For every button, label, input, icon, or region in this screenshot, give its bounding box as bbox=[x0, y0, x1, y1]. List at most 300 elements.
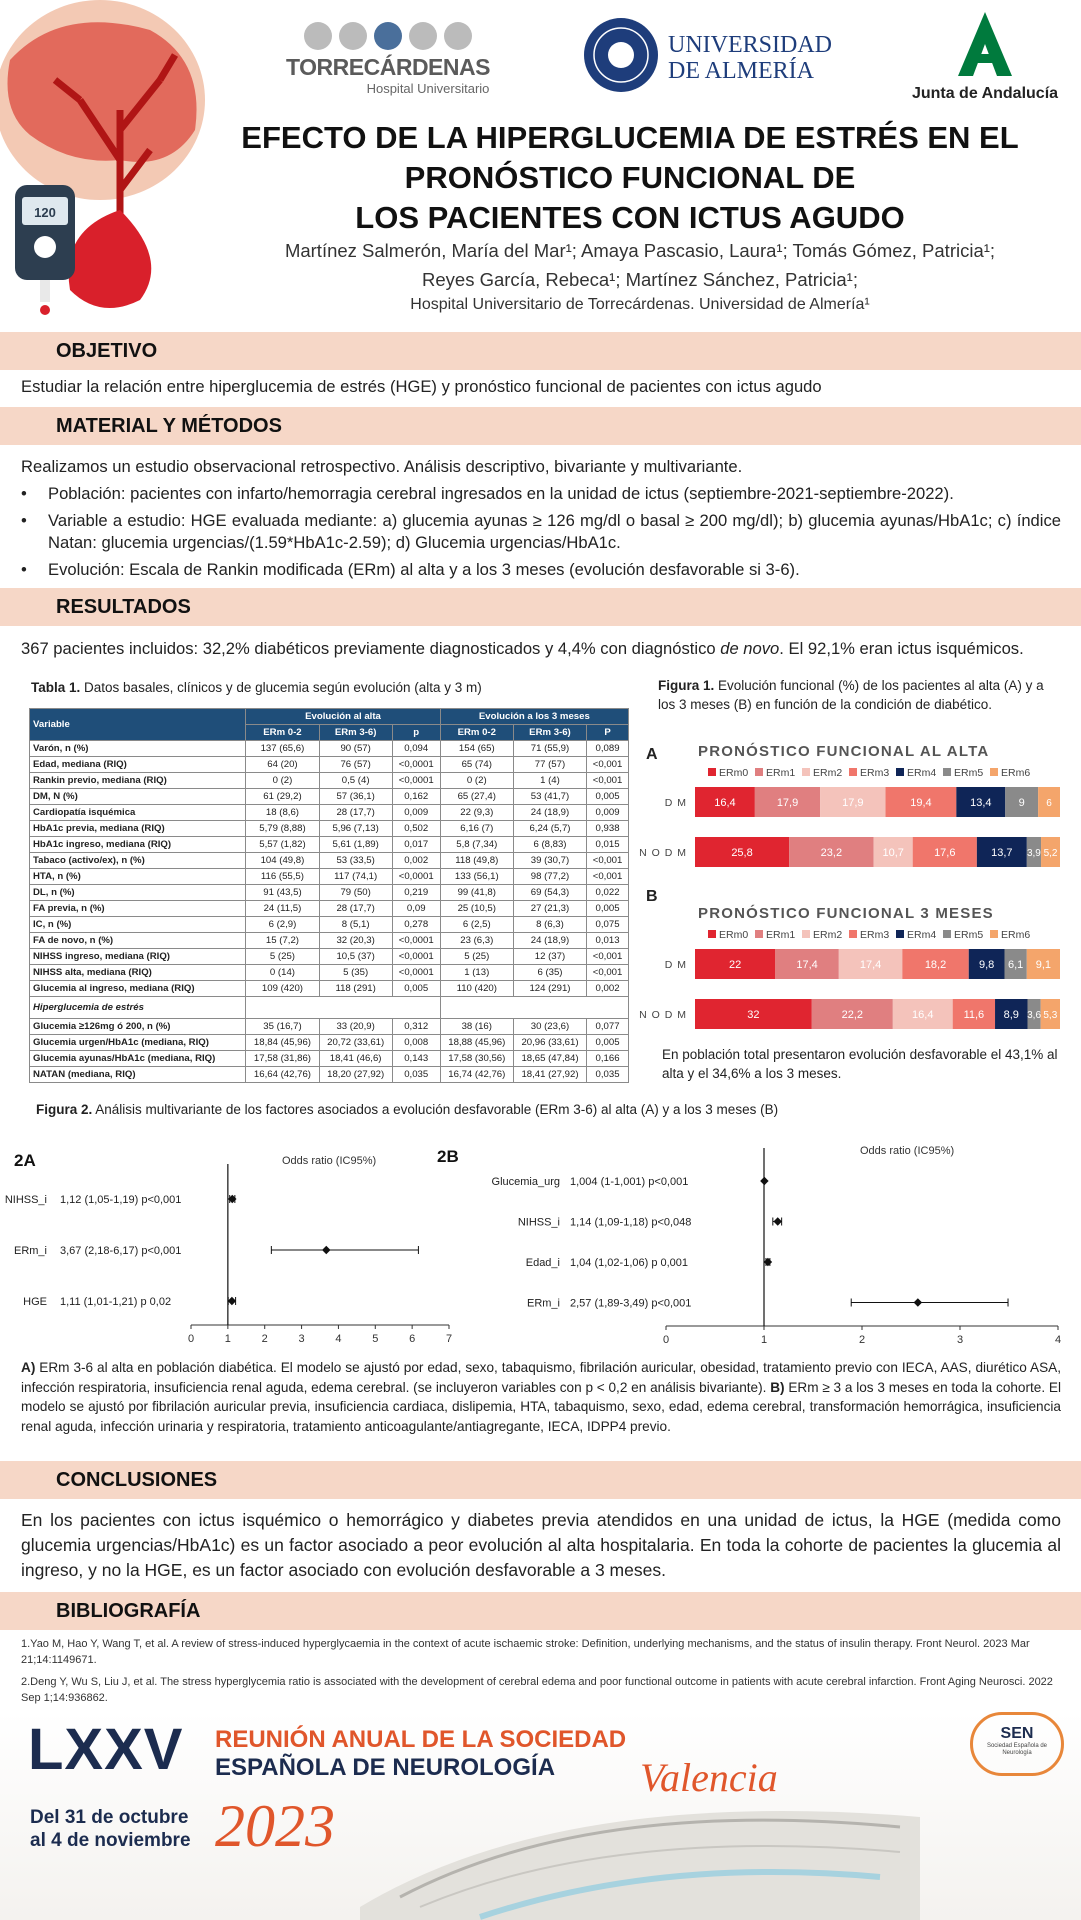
table-cell: 12 (37) bbox=[513, 949, 586, 965]
x-tick-label: 2 bbox=[261, 1333, 268, 1345]
table-cell: 0,09 bbox=[392, 901, 440, 917]
table-cell: 6 (35) bbox=[513, 965, 586, 981]
x-tick-label: 3 bbox=[956, 1334, 964, 1346]
table1-subheader: p bbox=[392, 725, 440, 741]
table-cell: 0,938 bbox=[587, 821, 629, 837]
figure2-caption: Figura 2. Análisis multivariante de los factores asociados a evolución desfavorable (ERm 3-6) al alta (A) y a los 3 meses (B) bbox=[36, 1102, 779, 1117]
brain-glucometer-illustration bbox=[0, 0, 230, 320]
figure1-chart-alta bbox=[639, 732, 1070, 872]
table1: Variable Evolución al alta Evolución a los 3 meses ERm 0-2 ERm 3-6) p ERm 0-2 ERm 3-6) P Varón, n (%) 137 (65,6) 90 (57) 0,094 154 (65) 71 (55,9) 0,089 Edad, mediana (RIQ) 64 (20) 76 (57) <0,0001 65 (74) 77 (57) <0,001 Rankin previo, mediana (RIQ) 0 (2) 0,5 (4) <0,0001 0 (2) 1 (4) <0,001 DM, N (%) 61 (29,2) 57 (36,1) 0,162 65 (27,4) 53 (41,7) 0,005 Cardiopatía isquémica 18 (8,6) 28 (17,7) 0,009 22 (9,3) 24 (18,9) 0,009 HbA1c previa, mediana (RIQ) 5,79 (8,88) 5,96 (7,13) 0,502 6,16 (7) 6,24 (5,7) 0,938 HbA1c ingreso, mediana (RIQ) 5,57 (1,82) 5,61 (1,89) 0,017 5,8 (7,34) 6 (8,83) 0,015 Tabaco (activo/ex), n (%) 104 (49,8) 53 (33,5) 0,002 118 (49,8) 39 (30,7) <0,001 HTA, n (%) 116 (55,5) 117 (74,1) <0,0001 133 (56,1) 98 (77,2) <0,001 DL, n (%) 91 (43,5) 79 (50) 0,219 99 (41,8) 69 (54,3) 0,022 FA previa, n (%) 24 (11,5) 28 (17,7) 0,09 25 (10,5) 27 (21,3) 0,005 IC, n (%) 6 (2,9) 8 (5,1) 0,278 6 (2,5) 8 (6,3) 0,075 FA de novo, n (%) 15 (7,2) 32 (20,3) <0,0001 23 (6,3) 24 (18,9) 0,013 NIHSS ingreso, mediana (RIQ) 5 (25) 10,5 (37) <0,0001 5 (25) 12 (37) <0,001 NIHSS alta, mediana (RIQ) 0 (14) 5 (35) <0,0001 1 (13) 6 (35) <0,001 Glucemia al ingreso, mediana (RIQ) 109 (420) 118 (291) 0,005 110 (420) 124 (291) 0,002 Hiperglucemia de estrés Glucemia ≥126mg ó 200, n (%) 35 (16,7) 33 (20,9) 0,312 38 (16) 30 (23,6) 0,077 Glucemia urgen/HbA1c (mediana, RIQ) 18,84 (45,96) 20,72 (33,61) 0,008 18,88 (45,96) 20,96 (33,61) 0,005 Glucemia ayunas/HbA1c (mediana, RIQ) 17,58 (31,86) 18,41 (46,6) 0,143 17,58 (30,56) 18,65 (47,84) 0,166 NATAN (mediana, RIQ) 16,64 (42,76) 18,20 (27,92) 0,035 16,74 (42,76) 18,41 (27,92) 0,035 bbox=[29, 708, 629, 1083]
table-cell: 53 (41,7) bbox=[513, 789, 586, 805]
objetivo-header: OBJETIVO bbox=[0, 332, 1081, 370]
bar-data-label: 3,9 bbox=[1026, 848, 1041, 859]
authors: Martínez Salmerón, María del Mar¹; Amaya Pascasio, Laura¹; Tomás Gómez, Patricia¹; Reyes García, Rebeca¹; Martínez Sánchez, Patricia¹; bbox=[284, 240, 996, 290]
table-cell: 117 (74,1) bbox=[319, 869, 392, 885]
table-cell: 35 (16,7) bbox=[246, 1019, 319, 1035]
bar-data-label: 16,4 bbox=[714, 797, 736, 809]
legend-label: ERm5 bbox=[954, 767, 984, 779]
table-row bbox=[30, 901, 629, 917]
table-cell: DM, N (%) bbox=[30, 789, 246, 805]
congress-year: 2023 bbox=[215, 1793, 335, 1859]
table-cell: 5,8 (7,34) bbox=[440, 837, 513, 853]
bar-data-label: 9,8 bbox=[978, 959, 995, 971]
table-cell: 0,077 bbox=[587, 1019, 629, 1035]
table-cell: 16,74 (42,76) bbox=[440, 1067, 513, 1083]
table-cell: 1 (13) bbox=[440, 965, 513, 981]
table-cell: 5,96 (7,13) bbox=[319, 821, 392, 837]
table-cell: 5,61 (1,89) bbox=[319, 837, 392, 853]
point-estimate bbox=[764, 1258, 772, 1266]
legend-label: ERm1 bbox=[766, 767, 796, 779]
legend-label: ERm3 bbox=[860, 929, 890, 941]
table-cell: 5 (25) bbox=[246, 949, 319, 965]
table-cell: 18,65 (47,84) bbox=[513, 1051, 586, 1067]
table-row bbox=[30, 1051, 629, 1067]
forest-plot-2a bbox=[0, 1140, 470, 1345]
category-label: D M bbox=[664, 959, 687, 971]
table-cell: 133 (56,1) bbox=[440, 869, 513, 885]
table-cell: 28 (17,7) bbox=[319, 805, 392, 821]
table-cell: 0,009 bbox=[392, 805, 440, 821]
table-cell: 16,64 (42,76) bbox=[246, 1067, 319, 1083]
bar-data-label: 9,1 bbox=[1035, 959, 1052, 971]
table-cell: Glucemia al ingreso, mediana (RIQ) bbox=[30, 981, 246, 997]
category-label: N O D M bbox=[639, 1009, 687, 1021]
table-row bbox=[30, 933, 629, 949]
legend-label: ERm2 bbox=[813, 767, 843, 779]
estimate-label: 2,57 (1,89-3,49) p<0,001 bbox=[570, 1297, 692, 1310]
table-cell: 17,58 (30,56) bbox=[440, 1051, 513, 1067]
chart-title: PRONÓSTICO FUNCIONAL 3 MESES bbox=[698, 905, 994, 922]
estimate-label: 1,004 (1-1,001) p<0,001 bbox=[570, 1176, 689, 1188]
table-cell: IC, n (%) bbox=[30, 917, 246, 933]
table-row bbox=[30, 981, 629, 997]
legend-swatch bbox=[943, 930, 951, 938]
conclusiones-text: En los pacientes con ictus isquémico o hemorrágico y diabetes previa atendidos en una unidad de ictus, la HGE (medida como glucemia urgencias/HbA1c) es un factor asociado a peor evolución al alta hospitalaria. En toda la cohorte de pacientes la glucemia al ingreso, y no la HGE, es un factor asociado con evolución desfavorable a 3 meses. bbox=[21, 1510, 1061, 1580]
table-cell: <0,0001 bbox=[392, 949, 440, 965]
congress-dates: Del 31 de octubre al 4 de noviembre bbox=[30, 1807, 191, 1851]
table1-subheader: P bbox=[587, 725, 629, 741]
table-row bbox=[30, 853, 629, 869]
table-cell: 5,57 (1,82) bbox=[246, 837, 319, 853]
table-row bbox=[30, 965, 629, 981]
table-cell: 20,96 (33,61) bbox=[513, 1035, 586, 1051]
table-cell: 28 (17,7) bbox=[319, 901, 392, 917]
table-cell: 69 (54,3) bbox=[513, 885, 586, 901]
table-cell: 0,278 bbox=[392, 917, 440, 933]
panel-label: 2A bbox=[14, 1151, 36, 1170]
x-tick-label: 5 bbox=[372, 1333, 379, 1345]
bar-data-label: 23,2 bbox=[820, 847, 843, 859]
congress-banner bbox=[0, 1712, 1081, 1920]
table-row bbox=[30, 1035, 629, 1051]
x-tick-label: 0 bbox=[662, 1334, 670, 1346]
table-cell: 0 (14) bbox=[246, 965, 319, 981]
table-cell: 0,094 bbox=[392, 741, 440, 757]
table-cell: 27 (21,3) bbox=[513, 901, 586, 917]
table-cell: FA previa, n (%) bbox=[30, 901, 246, 917]
table-cell: NIHSS ingreso, mediana (RIQ) bbox=[30, 949, 246, 965]
metodos-bullet-3: • Evolución: Escala de Rankin modificada (ERm) al alta y a los 3 meses (evolución desfavorable si 3-6). bbox=[21, 559, 1061, 581]
metodos-bullet-2: • Variable a estudio: HGE evaluada mediante: a) glucemia ayunas ≥ 126 mg/dl o basal ≥ 200 mg/dl); b) glucemia ayunas/HbA1c; c) índice Natan: glucemia urgencias/(1.59*HbA1c-2.59); d) Glucemia urgencias/HbA1c. bbox=[21, 510, 1061, 554]
table-cell: 124 (291) bbox=[513, 981, 586, 997]
table-cell: 104 (49,8) bbox=[246, 853, 319, 869]
table-cell: 64 (20) bbox=[246, 757, 319, 773]
bar-data-label: 22,2 bbox=[841, 1009, 864, 1021]
table-cell: Tabaco (activo/ex), n (%) bbox=[30, 853, 246, 869]
table-cell: 0,005 bbox=[587, 901, 629, 917]
table-row bbox=[30, 1067, 629, 1083]
bar-data-label: 5,3 bbox=[1043, 1010, 1058, 1021]
table-cell: <0,0001 bbox=[392, 757, 440, 773]
legend-swatch bbox=[755, 768, 763, 776]
bar-data-label: 9 bbox=[1018, 797, 1025, 809]
bar-data-label: 22 bbox=[729, 959, 742, 971]
bar-data-label: 6 bbox=[1046, 798, 1052, 809]
table-cell: 154 (65) bbox=[440, 741, 513, 757]
table-cell: 0 (2) bbox=[246, 773, 319, 789]
table-cell: 38 (16) bbox=[440, 1019, 513, 1035]
legend-swatch bbox=[755, 930, 763, 938]
table-row bbox=[30, 773, 629, 789]
point-estimate bbox=[914, 1298, 922, 1306]
figure1-panel-a: A bbox=[646, 746, 658, 763]
universidad-almeria-logo: UNIVERSIDAD DE ALMERÍA bbox=[582, 16, 832, 96]
variable-label: ERm_i bbox=[13, 1245, 47, 1257]
variable-label: Glucemia_urg bbox=[491, 1176, 560, 1188]
table-cell: 0,075 bbox=[587, 917, 629, 933]
table-cell: 10,5 (37) bbox=[319, 949, 392, 965]
table-row bbox=[30, 741, 629, 757]
legend-swatch bbox=[849, 930, 857, 938]
estimate-label: 1,12 (1,05-1,19) p<0,001 bbox=[60, 1194, 182, 1206]
resultados-header: RESULTADOS bbox=[0, 588, 1081, 626]
legend-swatch bbox=[943, 768, 951, 776]
table-cell: Cardiopatía isquémica bbox=[30, 805, 246, 821]
table-row bbox=[30, 917, 629, 933]
torrecardenas-logo: TORRECÁRDENAS Hospital Universitario bbox=[278, 22, 498, 102]
legend-swatch bbox=[990, 768, 998, 776]
estimate-label: 1,04 (1,02-1,06) p 0,001 bbox=[570, 1257, 689, 1269]
table-row bbox=[30, 821, 629, 837]
bar-data-label: 25,8 bbox=[731, 847, 753, 859]
table-cell: 6,16 (7) bbox=[440, 821, 513, 837]
category-label: D M bbox=[664, 797, 687, 809]
table-row-hge-header bbox=[30, 997, 629, 1019]
table-cell: 17,58 (31,86) bbox=[246, 1051, 319, 1067]
estimate-label: 1,11 (1,01-1,21) p 0,02 bbox=[60, 1296, 172, 1308]
table-cell: 0,005 bbox=[587, 1035, 629, 1051]
table-cell: 24 (18,9) bbox=[513, 933, 586, 949]
table-cell: 137 (65,6) bbox=[246, 741, 319, 757]
table-cell: <0,001 bbox=[587, 757, 629, 773]
metodos-bullet-1: • Población: pacientes con infarto/hemorragia cerebral ingresados en la unidad de ictus (septiembre-2021-septiembre-2022). bbox=[21, 483, 1061, 505]
point-estimate bbox=[760, 1177, 768, 1185]
bar-data-label: 17,6 bbox=[934, 847, 956, 859]
table-row bbox=[30, 837, 629, 853]
table-cell: 18,41 (46,6) bbox=[319, 1051, 392, 1067]
table-cell: DL, n (%) bbox=[30, 885, 246, 901]
legend-label: ERm2 bbox=[813, 929, 843, 941]
x-tick-label: 4 bbox=[335, 1333, 342, 1345]
table-cell: <0,001 bbox=[587, 949, 629, 965]
table-cell: 0,002 bbox=[587, 981, 629, 997]
junta-andalucia-logo: Junta de Andalucía bbox=[900, 10, 1070, 105]
table-cell: 91 (43,5) bbox=[246, 885, 319, 901]
table-cell: Edad, mediana (RIQ) bbox=[30, 757, 246, 773]
category-label: N O D M bbox=[639, 847, 687, 859]
bar-data-label: 32 bbox=[747, 1009, 760, 1021]
table-cell: <0,0001 bbox=[392, 965, 440, 981]
table-cell: 5,79 (8,88) bbox=[246, 821, 319, 837]
table-cell: 0 (2) bbox=[440, 773, 513, 789]
table1-caption: Tabla 1. Datos basales, clínicos y de glucemia según evolución (alta y 3 m) bbox=[31, 680, 482, 695]
x-tick-label: 2 bbox=[858, 1334, 866, 1346]
table-cell: NIHSS alta, mediana (RIQ) bbox=[30, 965, 246, 981]
table-cell: 22 (9,3) bbox=[440, 805, 513, 821]
table-cell: 0,035 bbox=[587, 1067, 629, 1083]
bar-data-label: 17,4 bbox=[796, 959, 818, 971]
table-cell: Rankin previo, mediana (RIQ) bbox=[30, 773, 246, 789]
table-cell: 0,143 bbox=[392, 1051, 440, 1067]
chart-title: PRONÓSTICO FUNCIONAL AL ALTA bbox=[698, 743, 990, 760]
variable-label: ERm_i bbox=[526, 1297, 560, 1310]
table-cell: 24 (18,9) bbox=[513, 805, 586, 821]
point-estimate bbox=[322, 1246, 330, 1254]
table-cell: <0,0001 bbox=[392, 773, 440, 789]
metodos-intro: Realizamos un estudio observacional retrospectivo. Análisis descriptivo, bivariante y multivariante. bbox=[21, 457, 743, 476]
table-cell: 6 (8,83) bbox=[513, 837, 586, 853]
svg-text:120: 120 bbox=[34, 205, 56, 220]
legend-swatch bbox=[708, 768, 716, 776]
table-cell: 18,41 (27,92) bbox=[513, 1067, 586, 1083]
forest-plot-2b bbox=[430, 1130, 1080, 1346]
table-cell: 18,88 (45,96) bbox=[440, 1035, 513, 1051]
table-cell: 90 (57) bbox=[319, 741, 392, 757]
table-cell: 0,015 bbox=[587, 837, 629, 853]
table-cell: 32 (20,3) bbox=[319, 933, 392, 949]
estimate-label: 1,14 (1,09-1,18) p<0,048 bbox=[570, 1216, 692, 1229]
legend-swatch bbox=[802, 930, 810, 938]
estimate-label: 3,67 (2,18-6,17) p<0,001 bbox=[60, 1245, 182, 1257]
bar-data-label: 16,4 bbox=[912, 1009, 934, 1021]
table-cell: 99 (41,8) bbox=[440, 885, 513, 901]
table-cell: <0,001 bbox=[587, 869, 629, 885]
table-cell: Glucemia urgen/HbA1c (mediana, RIQ) bbox=[30, 1035, 246, 1051]
bar-data-label: 6,1 bbox=[1008, 959, 1024, 971]
table-cell: 0,5 (4) bbox=[319, 773, 392, 789]
legend-swatch bbox=[849, 768, 857, 776]
table-cell: 0,017 bbox=[392, 837, 440, 853]
table-cell: 18 (8,6) bbox=[246, 805, 319, 821]
table-cell: 116 (55,5) bbox=[246, 869, 319, 885]
table-row bbox=[30, 869, 629, 885]
figure1-panel-b: B bbox=[646, 888, 658, 905]
table-cell: 0,166 bbox=[587, 1051, 629, 1067]
table-cell: Varón, n (%) bbox=[30, 741, 246, 757]
legend-label: ERm0 bbox=[719, 767, 749, 779]
table-cell: 15 (7,2) bbox=[246, 933, 319, 949]
x-tick-label: 4 bbox=[1054, 1334, 1062, 1346]
table-cell: 98 (77,2) bbox=[513, 869, 586, 885]
bar-data-label: 5,2 bbox=[1043, 848, 1058, 859]
table-cell: Hiperglucemia de estrés bbox=[30, 997, 246, 1019]
table-cell: 8 (5,1) bbox=[319, 917, 392, 933]
figure1-note: En población total presentaron evolución desfavorable el 43,1% al alta y el 34,6% a los 3 meses. bbox=[662, 1047, 1058, 1081]
x-tick-label: 1 bbox=[224, 1333, 231, 1345]
table-cell: 118 (291) bbox=[319, 981, 392, 997]
table-cell: 18,20 (27,92) bbox=[319, 1067, 392, 1083]
bar-data-label: 13,7 bbox=[991, 847, 1013, 859]
bar-data-label: 3,6 bbox=[1027, 1010, 1042, 1021]
bar-data-label: 18,2 bbox=[924, 959, 947, 971]
table-cell: 5 (35) bbox=[319, 965, 392, 981]
table-cell: 23 (6,3) bbox=[440, 933, 513, 949]
table-cell: 65 (74) bbox=[440, 757, 513, 773]
table-cell: <0,001 bbox=[587, 773, 629, 789]
table-cell: 0,008 bbox=[392, 1035, 440, 1051]
table-cell: 0,009 bbox=[587, 805, 629, 821]
table-cell: 65 (27,4) bbox=[440, 789, 513, 805]
table-cell: 30 (23,6) bbox=[513, 1019, 586, 1035]
bar-data-label: 17,9 bbox=[776, 797, 799, 809]
table-cell: 57 (36,1) bbox=[319, 789, 392, 805]
table-cell: 5 (25) bbox=[440, 949, 513, 965]
bar-data-label: 17,4 bbox=[859, 959, 882, 971]
table-cell: 6,24 (5,7) bbox=[513, 821, 586, 837]
table-cell: 0,219 bbox=[392, 885, 440, 901]
x-tick-label: 7 bbox=[445, 1333, 453, 1345]
variable-label: NIHSS_i bbox=[517, 1216, 560, 1229]
table-cell: 109 (420) bbox=[246, 981, 319, 997]
table-cell: 76 (57) bbox=[319, 757, 392, 773]
table-cell: 77 (57) bbox=[513, 757, 586, 773]
table-cell: 20,72 (33,61) bbox=[319, 1035, 392, 1051]
table1-subheader: ERm 3-6) bbox=[319, 725, 392, 741]
table-row bbox=[30, 949, 629, 965]
legend-swatch bbox=[896, 768, 904, 776]
legend-swatch bbox=[708, 930, 716, 938]
table-cell: 1 (4) bbox=[513, 773, 586, 789]
table-cell: 39 (30,7) bbox=[513, 853, 586, 869]
table-cell: 118 (49,8) bbox=[440, 853, 513, 869]
legend-swatch bbox=[896, 930, 904, 938]
bar-data-label: 17,9 bbox=[842, 797, 864, 809]
table-cell: 0,035 bbox=[392, 1067, 440, 1083]
bar-data-label: 10,7 bbox=[882, 847, 904, 859]
table-cell: 0,013 bbox=[587, 933, 629, 949]
table-row bbox=[30, 1019, 629, 1035]
figure1-caption: Figura 1. Evolución funcional (%) de los pacientes al alta (A) y a los 3 meses (B) en función de la condición de diabético. bbox=[658, 678, 1044, 712]
table1-subheader: ERm 0-2 bbox=[246, 725, 319, 741]
panel-label: 2B bbox=[437, 1147, 459, 1166]
table-cell: 25 (10,5) bbox=[440, 901, 513, 917]
legend-label: ERm3 bbox=[860, 767, 890, 779]
table1-subheader: ERm 0-2 bbox=[440, 725, 513, 741]
bar-data-label: 19,4 bbox=[910, 797, 932, 809]
bar-data-label: 11,6 bbox=[963, 1009, 985, 1021]
point-estimate bbox=[773, 1217, 781, 1225]
table-cell: <0,0001 bbox=[392, 933, 440, 949]
table-cell: 33 (20,9) bbox=[319, 1019, 392, 1035]
table-cell: 0,502 bbox=[392, 821, 440, 837]
valencia-label: Valencia bbox=[640, 1755, 778, 1800]
figure1-chart-3m bbox=[639, 894, 1070, 1034]
table-cell: HTA, n (%) bbox=[30, 869, 246, 885]
legend-label: ERm6 bbox=[1001, 929, 1031, 941]
reunion-line-2: ESPAÑOLA DE NEUROLOGÍA bbox=[215, 1754, 556, 1781]
table-cell: 110 (420) bbox=[440, 981, 513, 997]
sen-logo: SEN Sociedad Española de Neurología bbox=[970, 1712, 1064, 1776]
conclusiones-header: CONCLUSIONES bbox=[0, 1461, 1081, 1499]
table-cell: <0,0001 bbox=[392, 869, 440, 885]
table-row bbox=[30, 885, 629, 901]
reference-1: 1.Yao M, Hao Y, Wang T, et al. A review of stress-induced hyperglycaemia in the context of acute ischaemic stroke: Definition, underlying mechanisms, and the status of insulin therapy. Front Neurol. 2023 Mar 21;14:1149671. bbox=[21, 1638, 1030, 1666]
x-tick-label: 6 bbox=[409, 1333, 416, 1345]
table-row bbox=[30, 805, 629, 821]
table-cell: Glucemia ≥126mg ó 200, n (%) bbox=[30, 1019, 246, 1035]
variable-label: HGE bbox=[23, 1296, 47, 1308]
legend-label: ERm0 bbox=[719, 929, 749, 941]
table-cell: 61 (29,2) bbox=[246, 789, 319, 805]
table-cell: 0,002 bbox=[392, 853, 440, 869]
objetivo-text: Estudiar la relación entre hiperglucemia de estrés (HGE) y pronóstico funcional de pacientes con ictus agudo bbox=[21, 377, 822, 396]
table-cell: 6 (2,5) bbox=[440, 917, 513, 933]
table-cell: FA de novo, n (%) bbox=[30, 933, 246, 949]
table-cell: <0,001 bbox=[587, 853, 629, 869]
lxxv-label: LXXV bbox=[28, 1717, 184, 1782]
legend-label: ERm4 bbox=[907, 767, 937, 779]
legend-label: ERm5 bbox=[954, 929, 984, 941]
variable-label: NIHSS_i bbox=[4, 1194, 47, 1206]
x-tick-label: 1 bbox=[760, 1334, 768, 1346]
table-cell: 18,84 (45,96) bbox=[246, 1035, 319, 1051]
table-cell: 0,162 bbox=[392, 789, 440, 805]
legend-swatch bbox=[990, 930, 998, 938]
legend-label: ERm1 bbox=[766, 929, 796, 941]
variable-label: Edad_i bbox=[525, 1257, 560, 1269]
table-cell: 0,005 bbox=[587, 789, 629, 805]
point-estimate bbox=[228, 1297, 236, 1305]
x-tick-label: 0 bbox=[187, 1333, 195, 1345]
table-cell: HbA1c previa, mediana (RIQ) bbox=[30, 821, 246, 837]
figure2-legend: A) ERm 3-6 al alta en población diabética. El modelo se ajustó por edad, sexo, tabaquismo, fibrilación auricular, obesidad, tratamiento previo con IECA, AAS, diurético ASA, infección respiratoria, insuficiencia renal aguda, edema cerebral. (se incluyeron variables con p < 0,2 en análisis bivariante). B) ERm ≥ 3 a los 3 meses en toda la cohorte. El modelo se ajustó por fibrilación auricular previa, insuficiencia cardiaca, dislipemia, HTA, tabaquismo, sexo, edad, edema cerebral, transformación hemorrágica, insuficiencia renal aguda, infección urinaria y respiratoria, tratamiento anticoagulante/antiagregante, IECA, IDPP4 previo. bbox=[21, 1360, 1062, 1434]
table-cell: 79 (50) bbox=[319, 885, 392, 901]
table-cell: 8 (6,3) bbox=[513, 917, 586, 933]
table-cell: <0,001 bbox=[587, 965, 629, 981]
bar-data-label: 13,4 bbox=[970, 797, 992, 809]
x-tick-label: 3 bbox=[298, 1333, 305, 1345]
reference-2: 2.Deng Y, Wu S, Liu J, et al. The stress hyperglycemia ratio is associated with the development of cerebral edema and poor functional outcome in patients with acute cerebral infarction. Front Aging Neurosci. 2022 Sep 1;14:936862. bbox=[21, 1676, 1053, 1704]
resultados-intro: 367 pacientes incluidos: 32,2% diabéticos previamente diagnosticados y 4,4% con diagnóstico de novo. El 92,1% eran ictus isquémicos. bbox=[21, 639, 1024, 658]
table-cell: 6 (2,9) bbox=[246, 917, 319, 933]
metodos-header: MATERIAL Y MÉTODOS bbox=[0, 407, 1081, 445]
bar-data-label: 8,9 bbox=[1003, 1009, 1019, 1021]
table-cell: 53 (33,5) bbox=[319, 853, 392, 869]
table-cell: 0,005 bbox=[392, 981, 440, 997]
odds-ratio-label: Odds ratio (IC95%) bbox=[282, 1155, 377, 1167]
odds-ratio-label: Odds ratio (IC95%) bbox=[860, 1145, 955, 1157]
table-cell: 0,312 bbox=[392, 1019, 440, 1035]
reunion-line-1: REUNIÓN ANUAL DE LA SOCIEDAD bbox=[215, 1726, 627, 1753]
table-cell: HbA1c ingreso, mediana (RIQ) bbox=[30, 837, 246, 853]
table-cell: 71 (55,9) bbox=[513, 741, 586, 757]
poster-title: EFECTO DE LA HIPERGLUCEMIA DE ESTRÉS EN EL PRONÓSTICO FUNCIONAL DE LOS PACIENTES CON ICTUS AGUDO bbox=[241, 120, 1019, 235]
affiliation: Hospital Universitario de Torrecárdenas. Universidad de Almería¹ bbox=[410, 296, 870, 313]
table-cell: 24 (11,5) bbox=[246, 901, 319, 917]
table-cell: NATAN (mediana, RIQ) bbox=[30, 1067, 246, 1083]
legend-label: ERm6 bbox=[1001, 767, 1031, 779]
